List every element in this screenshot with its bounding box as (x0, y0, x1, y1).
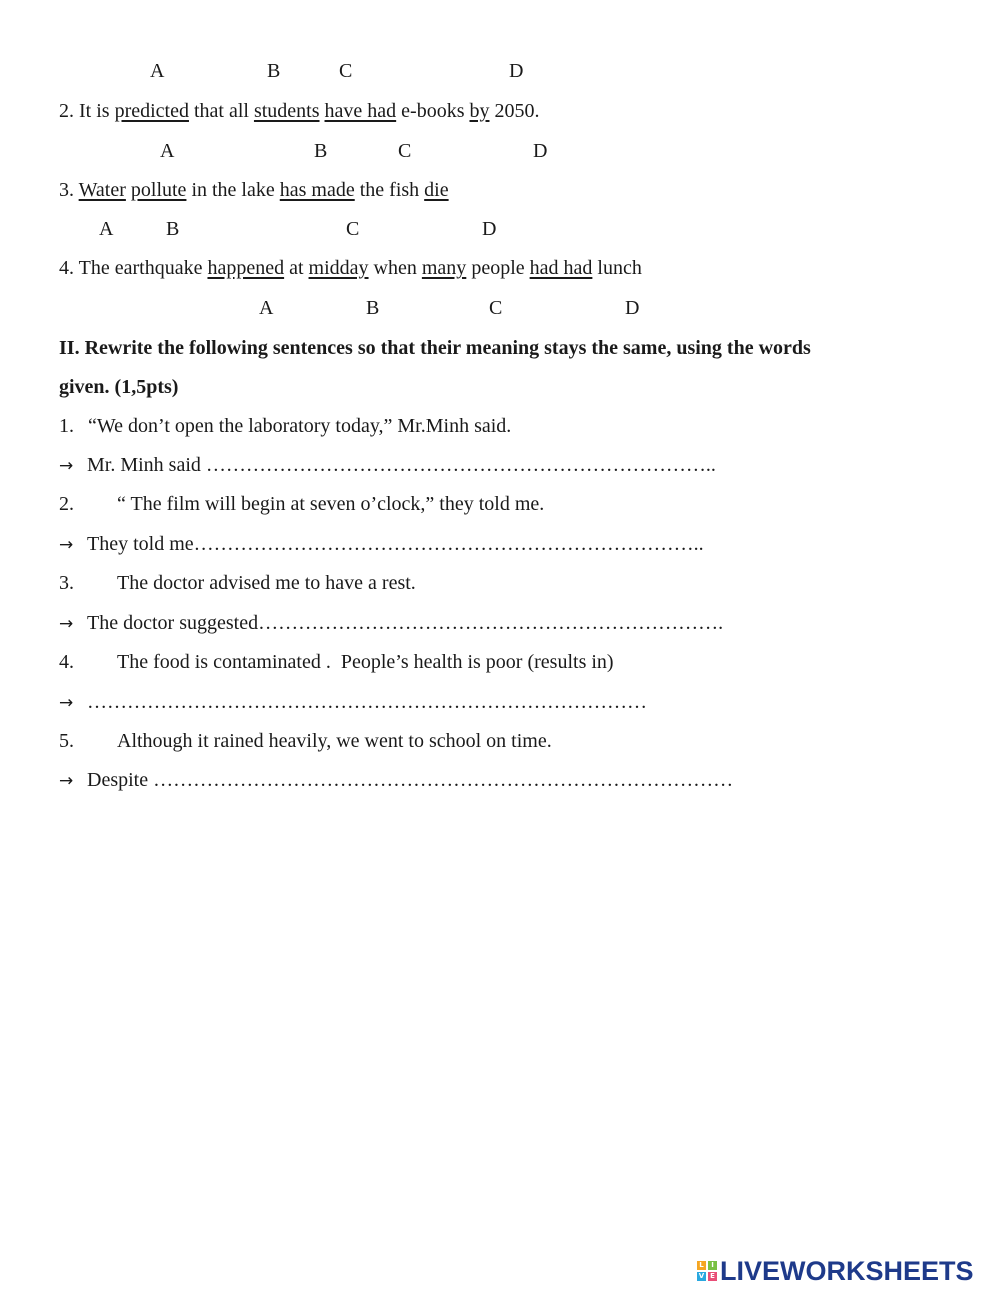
q4-option-c: many (421, 257, 467, 279)
liveworksheets-logo (697, 1255, 974, 1287)
q1-letter-c: C (339, 60, 353, 82)
q4-letter-a: A (259, 297, 274, 319)
rewrite-5-answer-field[interactable]: Despite …………………………………………………………………………… (87, 769, 734, 791)
rewrite-2-sentence: “ The film will begin at seven o’clock,” they told me. (117, 493, 545, 515)
rewrite-4-number: 4. (59, 651, 74, 673)
rewrite-1-arrow-icon: → (59, 456, 74, 476)
q3-text: in the lake (186, 179, 280, 201)
q2-option-c: have had (324, 100, 397, 122)
q3-option-d: die (424, 179, 449, 201)
q3-letter-d: D (482, 218, 497, 240)
q3-option-c: has made (279, 179, 355, 201)
question-4 (59, 256, 642, 280)
q2-letter-d: D (533, 140, 548, 162)
rewrite-3-sentence: The doctor advised me to have a rest. (117, 572, 416, 594)
logo-blocks-icon (697, 1261, 717, 1281)
q2-letter-b: B (314, 140, 328, 162)
q1-letter-a: A (150, 60, 165, 82)
rewrite-5-arrow-icon: → (59, 771, 74, 791)
q2-text: 2050. (489, 100, 540, 122)
q2-text: e-books (396, 100, 470, 122)
q3-text: 3. (59, 179, 79, 201)
q4-text: when (368, 257, 422, 279)
q4-option-d: had had (529, 257, 593, 279)
rewrite-3-number: 3. (59, 572, 74, 594)
rewrite-5-sentence: Although it rained heavily, we went to school on time. (117, 730, 552, 752)
section-heading-line-2: given. (1,5pts) (59, 376, 179, 398)
q4-text: people (466, 257, 530, 279)
q3-letter-a: A (99, 218, 114, 240)
rewrite-2-arrow-icon: → (59, 535, 74, 555)
q3-text: the fish (354, 179, 425, 201)
section-heading-line-1: II. Rewrite the following sentences so that their meaning stays the same, using the words (59, 337, 811, 359)
q2-text: 2. It is (59, 100, 115, 122)
q4-option-b: midday (308, 257, 369, 279)
q4-letter-b: B (366, 297, 380, 319)
question-2 (59, 99, 539, 123)
rewrite-2-answer-field[interactable]: They told me………………………………………………………………….. (87, 533, 704, 555)
q2-text: that all (188, 100, 254, 122)
rewrite-2-number: 2. (59, 493, 74, 515)
q4-option-a: happened (207, 257, 285, 279)
logo-block-v: V (698, 1272, 705, 1280)
logo-block-l: L (697, 1261, 706, 1270)
q3-letter-c: C (346, 218, 360, 240)
rewrite-4-sentence: The food is contaminated . People’s health is poor (results in) (117, 651, 614, 673)
rewrite-1-number: 1. (59, 415, 74, 437)
q2-option-a: predicted (114, 100, 189, 122)
logo-block-e: E (708, 1272, 717, 1281)
q1-letter-d: D (509, 60, 524, 82)
rewrite-1-answer-field[interactable]: Mr. Minh said ………………………………………………………………….. (87, 454, 716, 476)
q4-text: lunch (592, 257, 642, 279)
q4-letter-c: C (489, 297, 503, 319)
q3-option-b: pollute (130, 179, 187, 201)
q2-letter-c: C (398, 140, 412, 162)
q3-letter-b: B (166, 218, 180, 240)
q4-letter-d: D (625, 297, 640, 319)
rewrite-4-arrow-icon: → (59, 693, 74, 713)
q1-letter-b: B (267, 60, 281, 82)
rewrite-1-sentence: “We don’t open the laboratory today,” Mr.Minh said. (88, 415, 512, 437)
rewrite-3-arrow-icon: → (59, 614, 74, 634)
logo-block-i: I (708, 1261, 717, 1270)
q2-letter-a: A (160, 140, 175, 162)
rewrite-4-answer-field[interactable]: ………………………………………………………………………… (87, 691, 647, 713)
question-3 (59, 178, 449, 202)
logo-text: LIVEWORKSHEETS (720, 1255, 974, 1286)
rewrite-3-answer-field[interactable]: The doctor suggested……………………………………………………………. (87, 612, 724, 634)
rewrite-5-number: 5. (59, 730, 74, 752)
q2-option-b: students (253, 100, 320, 122)
q3-option-a: Water (78, 179, 126, 201)
q4-text: at (284, 257, 309, 279)
q4-text: 4. The earthquake (59, 257, 208, 279)
q2-option-d: by (469, 100, 490, 122)
